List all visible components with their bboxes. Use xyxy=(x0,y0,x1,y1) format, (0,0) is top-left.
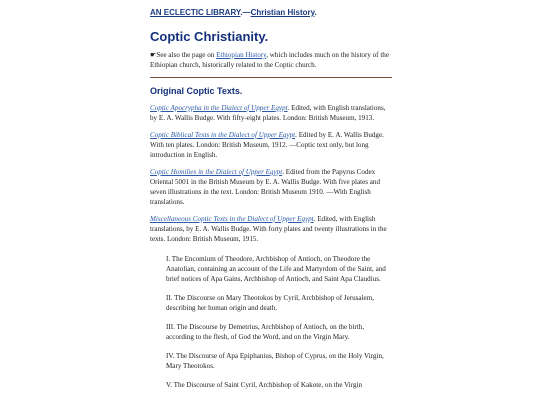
contents-list xyxy=(166,254,392,390)
book-title-link[interactable]: Coptic Homilies in the Dialect of Upper Egypt xyxy=(150,168,283,176)
book-title-link[interactable]: Coptic Apocrypha in the Dialect of Upper Egypt xyxy=(150,104,288,112)
see-also-note xyxy=(150,50,392,70)
breadcrumb-library-link[interactable]: AN ECLECTIC LIBRARY xyxy=(150,8,241,17)
contents-item: III. The Discourse by Demetrius, Archbishop of Antioch, on the birth, according to the flesh, of God the Word, and on the Virgin Mary. xyxy=(166,323,365,341)
book-details: . Edited by E. A. Wallis Budge. With ten plates. London: British Museum, 1912. —Coptic text only, but long introduction in English. xyxy=(150,131,384,159)
contents-item: V. The Discourse of Saint Cyril, Archbishop of Kakote, on the Virgin xyxy=(166,381,363,389)
see-also-text-after: , which includes much on the history of the Ethiopian church, historically related to the Coptic church. xyxy=(150,51,389,69)
contents-item: II. The Discourse on Mary Theotokos by Cyril, Archbishop of Jerusalem, describing her human origin and death. xyxy=(166,294,374,312)
book-details: . Edited, with English translations, by E. A. Wallis Budge. With fifty-eight plates. London: British Museum, 1913. xyxy=(150,104,386,122)
contents-item: I. The Encomium of Theodore, Archbishop of Antioch, on Theodore the Anatolian, containing an account of the Life and Martyrdom of the Saint, and brief notices of Apa Gains, Archbishop of Antioch, and Saint Apa Claudius. xyxy=(166,255,386,283)
breadcrumb xyxy=(150,8,392,17)
section-heading: Original Coptic Texts. xyxy=(150,86,243,96)
bibliography-entry xyxy=(150,214,392,244)
book-title-link[interactable]: Coptic Biblical Texts in the Dialect of Upper Egypt xyxy=(150,131,296,139)
book-title-link[interactable]: Miscellaneous Coptic Texts in the Dialect of Upper Egypt xyxy=(150,215,314,223)
breadcrumb-end: . xyxy=(314,8,317,17)
breadcrumb-section-link[interactable]: Christian History xyxy=(250,8,315,17)
pointing-hand-icon: ☛ xyxy=(150,51,157,59)
see-also-text-before: See also the page on xyxy=(156,51,217,59)
book-details: . Edited, with English translations, by E. A. Wallis Budge. With forty plates and twenty illustrations in the texts. London: British Museum, 1915. xyxy=(150,215,387,243)
bibliography-entry xyxy=(150,103,392,123)
contents-item: IV. The Discourse of Apa Epiphanius, Bishop of Cyprus, on the Holy Virgin, Mary Theotokos. xyxy=(166,352,384,370)
bibliography-entry xyxy=(150,167,392,207)
bibliography-entry xyxy=(150,130,392,160)
book-details: . Edited from the Papyrus Codex Oriental 5001 in the British Museum by E. A. Wallis Budge. With five plates and seven illustrations in the text. London: British Museum 1910. —With English translations. xyxy=(150,168,380,206)
breadcrumb-separator: .— xyxy=(240,8,251,17)
main-content xyxy=(150,8,392,399)
ethiopian-history-link[interactable]: Ethiopian History xyxy=(216,51,267,59)
page-title: Coptic Christianity. xyxy=(150,29,269,44)
section-divider xyxy=(150,77,392,78)
